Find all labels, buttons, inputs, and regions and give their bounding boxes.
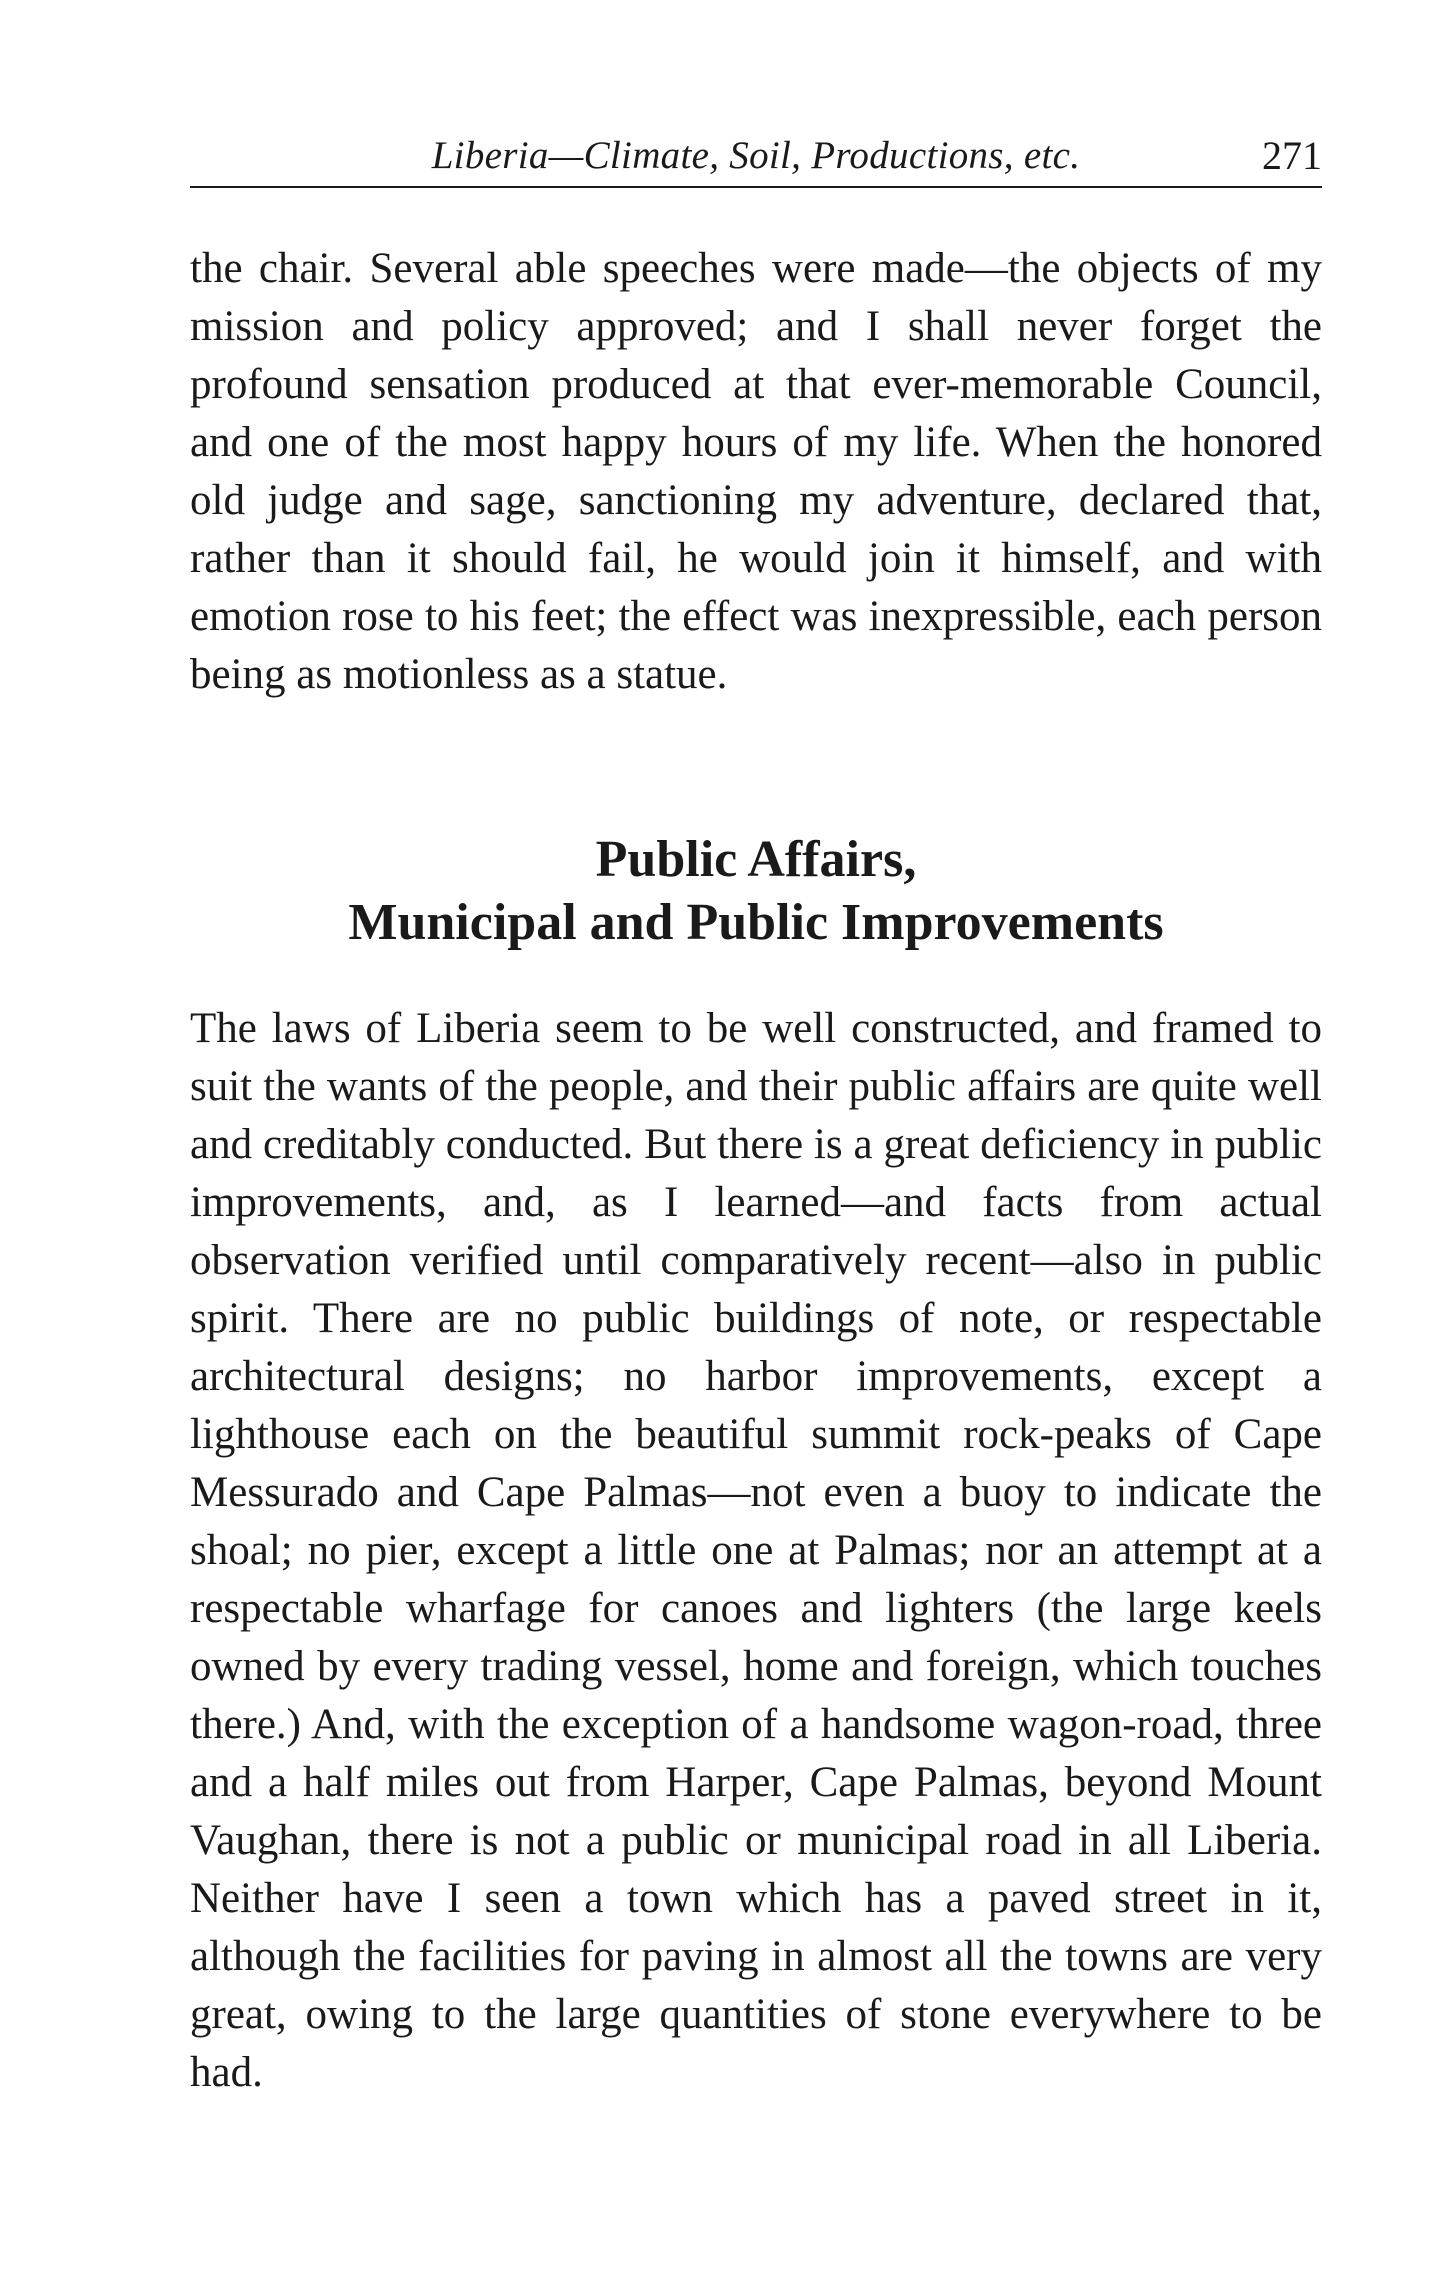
running-title: Liberia—Climate, Soil, Productions, etc. (431, 134, 1081, 177)
body-paragraph-continued: the chair. Several able speeches were made—the objects of my mission and policy approved; and I shall never forget the profound sensation produced at that ever-memorable Council, and one of the most happy hours of my life. When the honored old judge and sage, sanctioning my adventure, declared that, rather than it should fail, he would join it himself, and with emotion rose to his feet; the effect was inexpressible, each person being as motionless as a statue. (190, 245, 1322, 698)
page-number: 271 (1262, 133, 1322, 178)
body-paragraph-public-improvements: The laws of Liberia seem to be well constructed, and framed to suit the wants of the people, and their public affairs are quite well and creditably conducted. But there is a great deficiency in public improvements, and, as I learned—and facts from actual observation verified until comparatively recent—also in public spirit. There are no public buildings of note, or respectable architectural designs; no harbor improvements, except a lighthouse each on the beautiful summit rock-peaks of Cape Messurado and Cape Palmas—not even a buoy to indicate the shoal; no pier, except a little one at Palmas; nor an attempt at a respectable wharfage for canoes and lighters (the large keels owned by every trading vessel, home and foreign, which touches there.) And, with the exception of a handsome wagon-road, three and a half miles out from Harper, Cape Palmas, beyond Mount Vaughan, there is not a public or municipal road in all Liberia. Neither have I seen a town which has a paved street in it, although the facilities for paving in almost all the towns are very great, owing to the large quantities of stone everywhere to be had. (190, 1005, 1322, 2096)
section-heading-line-2: Municipal and Public Improvements (348, 894, 1164, 951)
section-heading (190, 828, 1322, 954)
header-rule (190, 186, 1322, 188)
section-heading-line-1: Public Affairs, (595, 831, 917, 888)
running-head (190, 128, 1322, 188)
